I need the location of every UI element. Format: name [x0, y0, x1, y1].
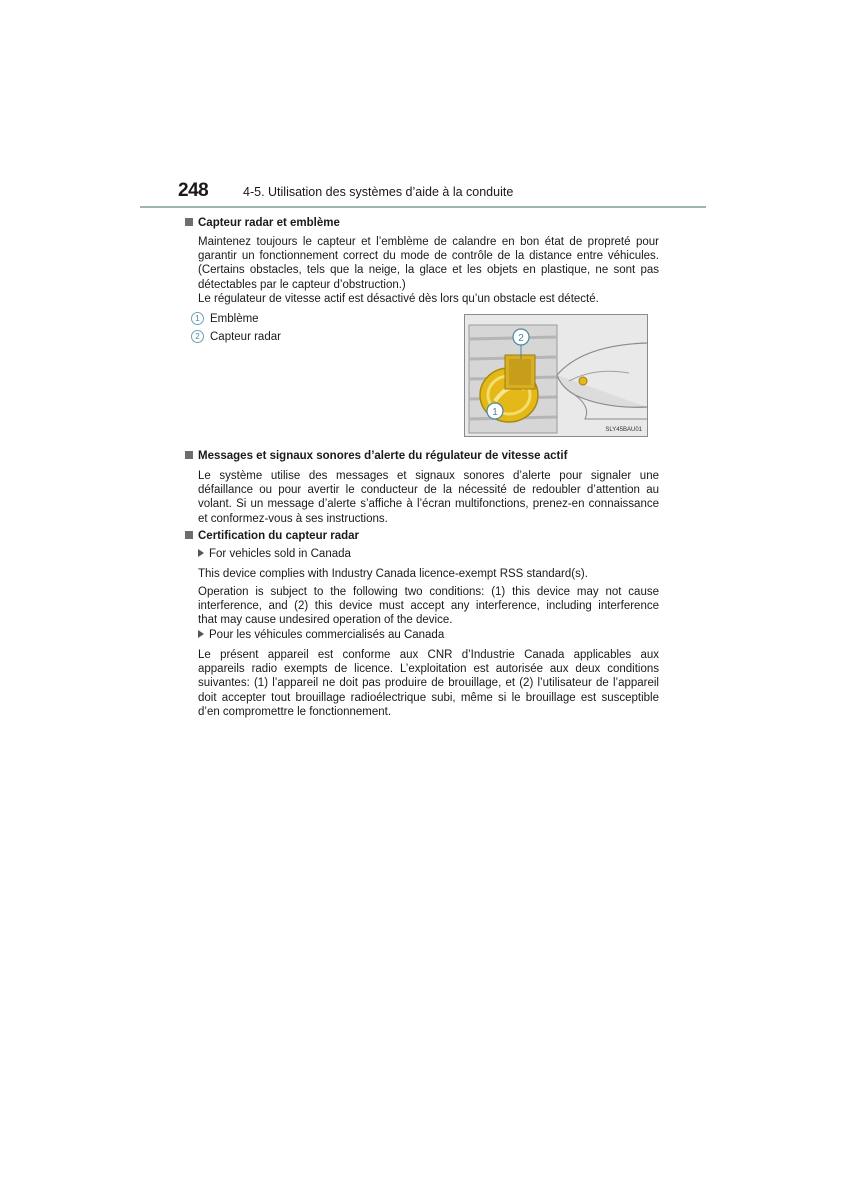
- subheading-canada-en: For vehicles sold in Canada: [198, 548, 351, 560]
- paragraph-cnr-compliance: Le présent appareil est conforme aux CNR d’Industrie Canada applicables aux appareils radio exempts de licence. L’exploitation est autorisée aux deux conditions suivantes: (1) l’appareil ne doit pas produire de brouillage, et (2) l’utilisateur de l’appareil doit accepter tout brouillage radioélectrique subi, même si le brouillage est susceptible d’en compromettre le fonctionnement.: [198, 649, 659, 718]
- square-bullet-icon: [185, 531, 193, 539]
- grille-drawing: [465, 315, 647, 436]
- paragraph-operation-conditions: Operation is subject to the following two conditions: (1) this device may not cause interference, and (2) this device must accept any interference, including interference that may cause undesired operation of the device.: [198, 586, 659, 627]
- section-title-alert-messages: Messages et signaux sonores d’alerte du régulateur de vitesse actif: [185, 450, 567, 462]
- triangle-bullet-icon: [198, 549, 204, 557]
- triangle-bullet-icon: [198, 630, 204, 638]
- circled-number-icon: 1: [191, 312, 204, 325]
- page-header: [178, 180, 706, 206]
- legend-item-radar-sensor: 2 Capteur radar: [191, 330, 281, 343]
- radar-sensor-illustration: [464, 314, 648, 437]
- subheading-canada-fr: Pour les véhicules commercialisés au Canada: [198, 629, 444, 641]
- section-title-radar-emblem: Capteur radar et emblème: [185, 217, 340, 229]
- square-bullet-icon: [185, 218, 193, 226]
- legend-item-emblem: 1 Emblème: [191, 312, 259, 325]
- chapter-title: 4-5. Utilisation des systèmes d’aide à la conduite: [243, 185, 514, 199]
- paragraph-ic-compliance: This device complies with Industry Canada licence-exempt RSS standard(s).: [198, 568, 588, 580]
- figure-code: SLY45BAU01: [605, 427, 642, 433]
- paragraph-alert-messages: Le système utilise des messages et signaux sonores d’alerte pour signaler une défaillance ou pour avertir le conducteur de la nécessité de redoubler d’attention au volant. Si un message d’alerte s’affiche à l’écran multifonctions, prenez-en connaissance et conformez-vous à ses instructions.: [198, 470, 659, 525]
- circled-number-icon: 2: [191, 330, 204, 343]
- section-title-certification: Certification du capteur radar: [185, 530, 359, 542]
- page-number: 248: [178, 180, 209, 201]
- header-rule: [140, 206, 706, 208]
- callout-1-label: 1: [492, 407, 498, 418]
- square-bullet-icon: [185, 451, 193, 459]
- paragraph-radar-maintenance: Maintenez toujours le capteur et l’emblème de calandre en bon état de propreté pour garantir un fonctionnement correct du mode de contrôle de la distance entre véhicules. (Certains obstacles, tels que la neige, la glace et les objets en plastique, ne sont pas détectables par le capteur d’obstruction.): [198, 236, 659, 291]
- callout-2-label: 2: [518, 333, 524, 344]
- paragraph-obstacle-detected: Le régulateur de vitesse actif est désactivé dès lors qu’un obstacle est détecté.: [198, 293, 599, 305]
